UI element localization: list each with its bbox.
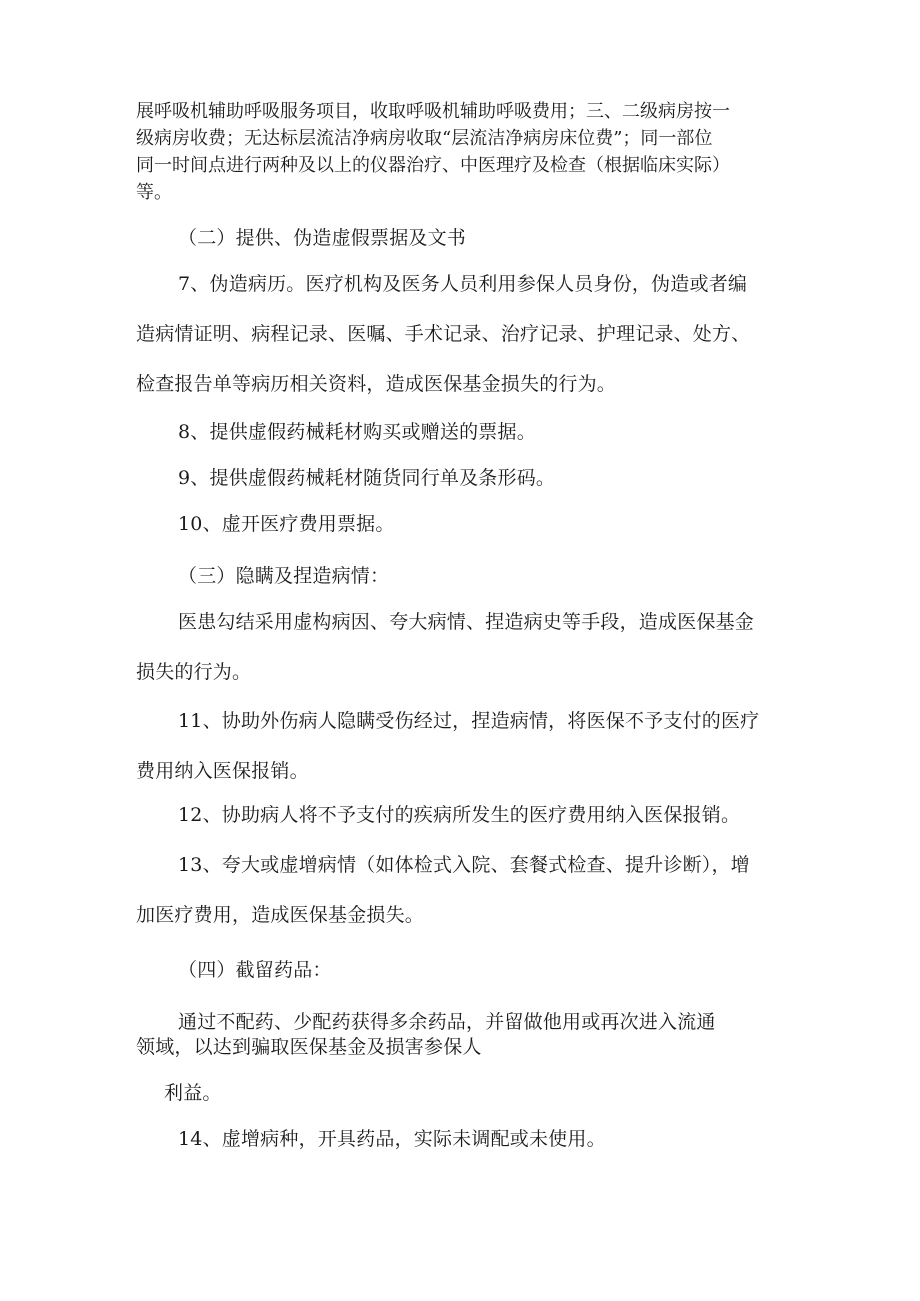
text-line: 损失的行为。 (136, 661, 252, 683)
text-line: 7、伪造病历。医疗机构及医务人员利用参保人员身份，伪造或者编 (178, 273, 748, 295)
text-line: 等。 (136, 182, 172, 203)
text-line: 同一时间点进行两种及以上的仪器治疗、中医理疗及检查（根据临床实际） (136, 155, 730, 176)
list-item: 8、提供虚假药械耗材购买或赠送的票据。 (178, 421, 536, 443)
text-line: 造病情证明、病程记录、医嘱、手术记录、治疗记录、护理记录、处方、 (136, 323, 751, 345)
section-heading: （四）截留药品： (178, 959, 332, 981)
list-item: 11、协助外伤病人隐瞒受伤经过，捏造病情，将医保不予支付的医疗 (178, 710, 760, 732)
section-heading: （二）提供、伪造虚假票据及文书 (178, 227, 467, 249)
list-item: 14、虚增病种，开具药品，实际未调配或未使用。 (178, 1128, 606, 1150)
text-line: 利益。 (164, 1082, 222, 1104)
section-heading: （三）隐瞒及捏造病情： (178, 565, 390, 587)
text-line: 费用纳入医保报销。 (136, 760, 309, 782)
text-line: 级病房收费；无达标层流洁净病房收取“层流洁净病房床位费”；同一部位 (136, 128, 713, 149)
list-item: 10、虚开医疗费用票据。 (178, 513, 395, 535)
list-item: 12、协助病人将不予支付的疾病所发生的医疗费用纳入医保报销。 (178, 804, 741, 826)
text-line: 医患勾结采用虚构病因、夸大病情、捏造病史等手段，造成医保基金 (178, 611, 755, 633)
list-item: 9、提供虚假药械耗材随货同行单及条形码。 (178, 467, 556, 489)
list-item: 13、夸大或虚增病情（如体检式入院、套餐式检查、提升诊断），增 (178, 854, 750, 876)
text-line: 展呼吸机辅助呼吸服务项目，收取呼吸机辅助呼吸费用；三、二级病房按一 (136, 101, 730, 122)
text-line: 领域，以达到骗取医保基金及损害参保人 (136, 1036, 482, 1058)
text-line: 加医疗费用，造成医保基金损失。 (136, 904, 425, 926)
text-line: 通过不配药、少配药获得多余药品，并留做他用或再次进入流通 (178, 1011, 716, 1033)
text-line: 检查报告单等病历相关资料，造成医保基金损失的行为。 (136, 373, 617, 395)
